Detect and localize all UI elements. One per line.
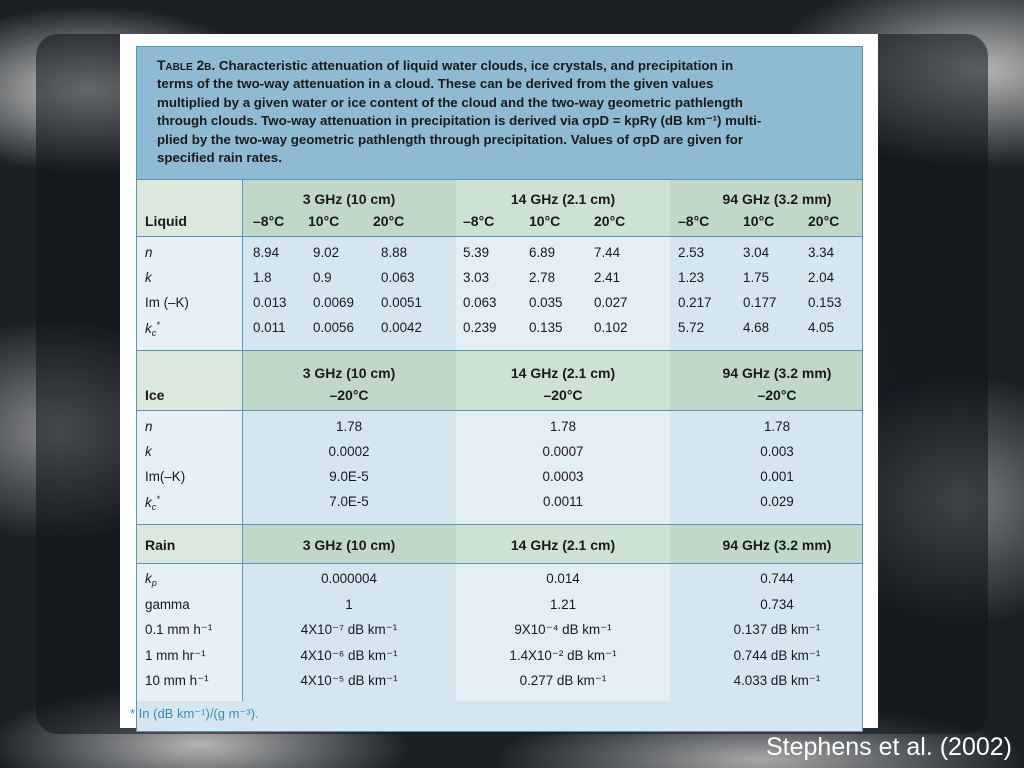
row-label: Im(–K) [145, 469, 186, 484]
cell-value: 0.239 [463, 320, 497, 335]
section-label-rain: Rain [145, 537, 176, 553]
cell-value: 7.0E-5 [329, 494, 369, 509]
cell-value: 1.8 [253, 270, 272, 285]
cell-value: 4X10⁻⁵ dB km⁻¹ [300, 673, 398, 688]
row-label: Im (–K) [145, 295, 189, 310]
cell-value: 0.153 [808, 295, 842, 310]
rain-body [137, 564, 862, 701]
row-label-sub: c [151, 328, 157, 338]
cell-value: 0.0056 [313, 320, 354, 335]
cell-value: 0.744 dB km⁻¹ [733, 647, 821, 663]
temp-header: –8°C [253, 213, 285, 229]
cell-value: 5.72 [678, 320, 705, 335]
cell-value: 0.013 [253, 295, 287, 310]
cell-value: 9.02 [313, 245, 340, 260]
cell-value: 2.41 [594, 270, 621, 285]
caption-line: terms of the two-way attenuation in a cloud. These can be derived from the given values [157, 76, 714, 92]
cell-value: 4.033 dB km⁻¹ [733, 673, 821, 688]
cell-value: 0.063 [381, 270, 415, 285]
cell-value: 0.102 [594, 320, 628, 335]
cell-value: 9X10⁻⁴ dB km⁻¹ [514, 622, 612, 637]
cell-value: 0.135 [529, 320, 563, 335]
cell-value: 1.78 [335, 419, 363, 434]
temp-header: –20°C [329, 387, 369, 403]
liquid-header [137, 180, 862, 237]
temp-header: 20°C [373, 213, 405, 229]
band-header: 3 GHz (10 cm) [302, 537, 396, 553]
row-label: gamma [145, 596, 190, 612]
cell-value: 0.0007 [542, 444, 584, 459]
cell-value: 0.035 [529, 295, 563, 310]
cell-value: 0.0003 [542, 469, 584, 484]
cell-value: 0.0051 [381, 295, 422, 310]
cell-value: 2.78 [529, 270, 556, 285]
section-label-ice: Ice [145, 387, 165, 403]
band-header: 3 GHz (10 cm) [302, 365, 396, 381]
cell-value: 0.014 [546, 571, 580, 586]
cell-value: 3.03 [463, 270, 490, 285]
cell-value: 0.177 [743, 295, 777, 310]
cell-value: 0.217 [678, 295, 712, 310]
row-label: $k_p$ [145, 571, 157, 588]
cell-value: 2.04 [808, 270, 835, 285]
cell-value: 3.04 [743, 245, 770, 260]
row-label-sub: c [151, 502, 157, 512]
cell-value: 0.029 [760, 494, 794, 509]
row-label: 1 mm hr⁻¹ [145, 647, 206, 663]
cell-value: 0.003 [760, 444, 794, 459]
caption-line: multiplied by a given water or ice content of the cloud and the two-way geometric pathlength [157, 94, 743, 110]
temp-header: –8°C [463, 213, 495, 229]
cell-value: 0.0069 [313, 295, 354, 310]
cell-value: 0.277 dB km⁻¹ [519, 673, 607, 688]
row-label: 10 mm h⁻¹ [145, 673, 209, 688]
temp-header: 10°C [529, 213, 561, 229]
caption-line: plied by the two-way geometric pathlength through precipitation. Values of σpD are given for [157, 131, 744, 147]
band-header: 14 GHz (2.1 cm) [510, 537, 616, 553]
table-caption [137, 47, 862, 180]
cell-value: 0.0002 [328, 444, 370, 459]
cell-value: 1.78 [763, 419, 791, 434]
cell-value: 6.89 [529, 245, 556, 260]
cell-value: 1.21 [549, 596, 577, 612]
temp-header: 20°C [594, 213, 626, 229]
citation-credit: Stephens et al. (2002) [766, 733, 1012, 761]
band-header: 94 GHz (3.2 mm) [722, 191, 832, 207]
row-label: n [145, 419, 153, 434]
cell-value: 2.53 [678, 245, 705, 260]
cell-value: 8.94 [253, 245, 280, 260]
cell-value: 4.05 [808, 320, 835, 335]
temp-header: 10°C [308, 213, 340, 229]
cell-value: 0.137 dB km⁻¹ [733, 622, 821, 637]
temp-header: –8°C [678, 213, 710, 229]
section-label-liquid: Liquid [145, 213, 187, 229]
cell-value: 4X10⁻⁶ dB km⁻¹ [300, 647, 398, 663]
cell-value: 0.734 [760, 596, 794, 612]
temp-header: –20°C [757, 387, 797, 403]
cell-value: 9.0E-5 [329, 469, 369, 484]
cell-value: 0.063 [463, 295, 497, 310]
rain-header [137, 525, 862, 564]
row-label-sub: p [151, 578, 157, 588]
cell-value: 0.011 [253, 320, 286, 335]
cell-value: 8.88 [381, 245, 408, 260]
ice-body [137, 411, 862, 525]
row-label-sup: * [156, 320, 160, 330]
band-header: 94 GHz (3.2 mm) [722, 365, 832, 381]
cell-value: 1.78 [549, 419, 577, 434]
table-sheet [120, 34, 878, 728]
cell-value: 5.39 [463, 245, 490, 260]
caption-line: through clouds. Two-way attenuation in precipitation is derived via σpD = kpRγ (dB km⁻¹) multi- [157, 113, 762, 129]
cell-value: 4.68 [743, 320, 770, 335]
cell-value: 0.9 [313, 270, 332, 285]
cell-value: 1 [345, 596, 353, 612]
attenuation-table [136, 46, 863, 732]
row-label: n [145, 245, 153, 260]
cell-value: 0.0042 [381, 320, 422, 335]
cell-value: 4X10⁻⁷ dB km⁻¹ [300, 622, 398, 637]
caption-line: Characteristic attenuation of liquid water clouds, ice crystals, and precipitation in [218, 58, 734, 73]
cell-value: 1.4X10⁻² dB km⁻¹ [509, 647, 617, 663]
band-header: 14 GHz (2.1 cm) [510, 365, 616, 381]
row-label: k [145, 444, 152, 459]
cell-value: 0.027 [594, 295, 628, 310]
cell-value: 0.000004 [321, 571, 377, 586]
caption-line: specified rain rates. [157, 150, 282, 166]
table-number: Table 2b. [157, 58, 216, 73]
band-header: 3 GHz (10 cm) [302, 191, 396, 207]
cell-value: 7.44 [594, 245, 621, 260]
footnote: * In (dB km⁻¹)/(g m⁻³). [130, 706, 259, 721]
ice-header [137, 351, 862, 411]
cell-value: 1.23 [678, 270, 705, 285]
row-label: $k_c^*$ [145, 320, 160, 338]
cell-value: 1.75 [743, 270, 770, 285]
temp-header: –20°C [543, 387, 583, 403]
band-header: 94 GHz (3.2 mm) [722, 537, 832, 553]
temp-header: 10°C [743, 213, 775, 229]
row-label: $k_c^*$ [145, 494, 160, 512]
cell-value: 3.34 [808, 245, 835, 260]
temp-header: 20°C [808, 213, 840, 229]
band-header: 14 GHz (2.1 cm) [510, 191, 616, 207]
row-label-sup: * [156, 494, 160, 504]
liquid-body [137, 237, 862, 351]
row-label: 0.1 mm h⁻¹ [145, 622, 213, 637]
row-label: k [145, 270, 152, 285]
cell-value: 0.001 [760, 469, 794, 484]
cell-value: 0.0011 [543, 494, 583, 509]
cell-value: 0.744 [760, 571, 794, 586]
